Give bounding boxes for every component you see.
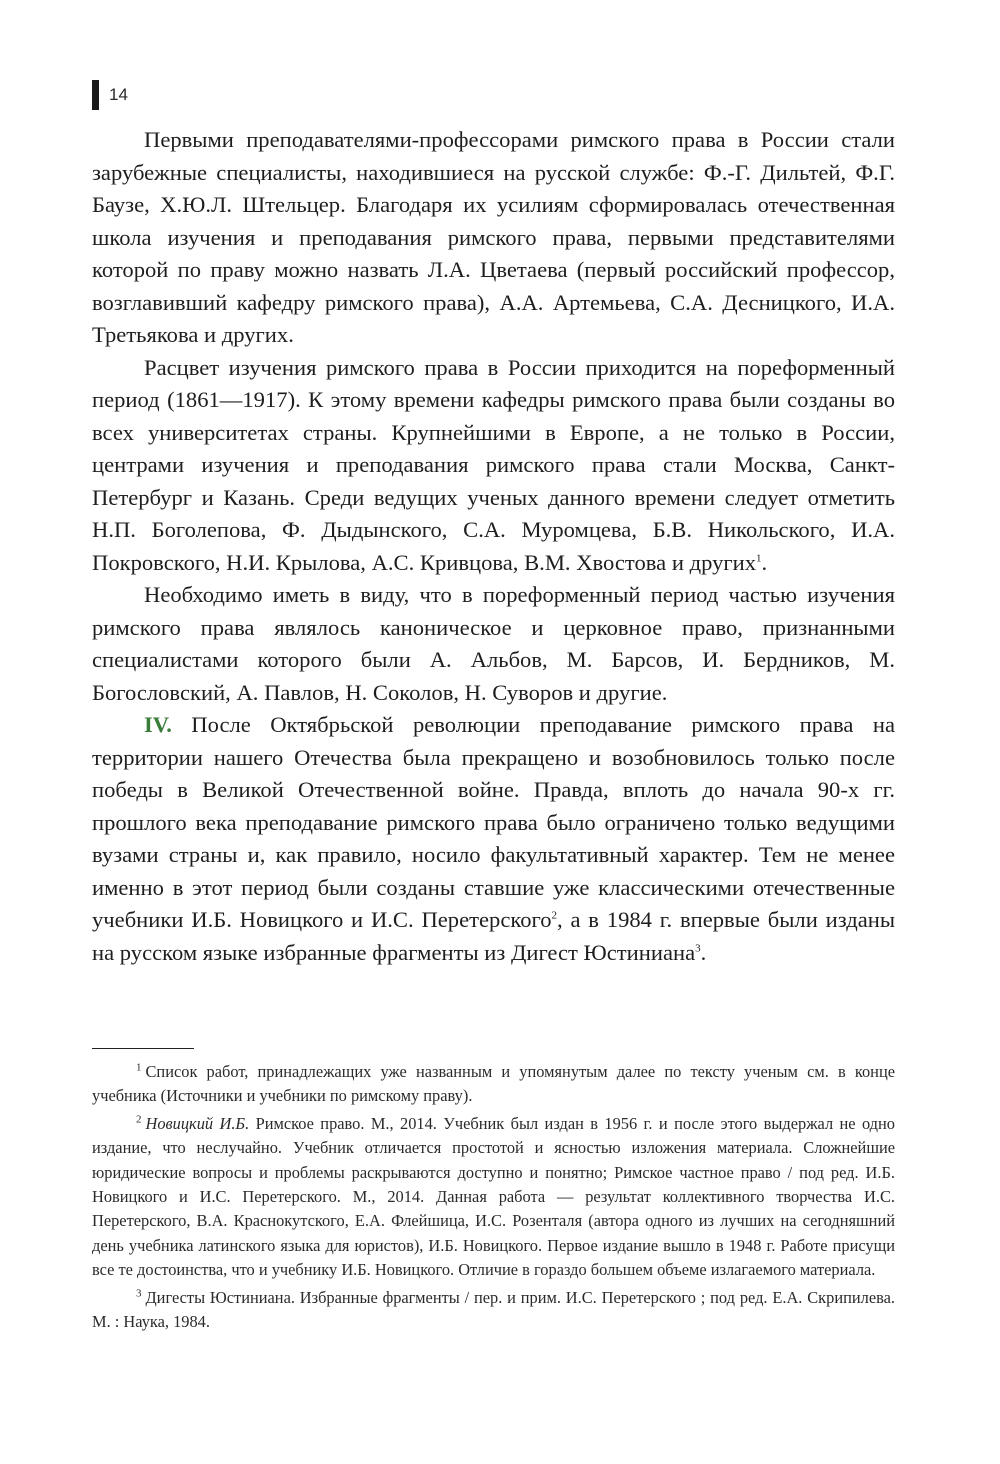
footnote-1: [92, 1060, 895, 1109]
page-number: 14: [109, 85, 128, 104]
paragraph-2-end: .: [761, 549, 768, 575]
footnotes: [92, 1060, 895, 1337]
paragraph-4-mid: , а в 1984 г. впервые были изданы на русском языке избранные фрагменты из Дигест Юстиниана: [92, 907, 896, 965]
header-bar: [92, 80, 99, 110]
footnote-1-mark: 1: [136, 1061, 142, 1074]
footnote-2-mark: 2: [136, 1113, 142, 1126]
footnote-3: [92, 1286, 895, 1335]
footnote-1-text: Список работ, принадлежащих уже названным и упомянутым далее по тексту ученым см. в конце учебника (Источники и учебники по римскому праву).: [92, 1062, 895, 1106]
main-text: [92, 124, 895, 969]
footnote-ref-3[interactable]: 3: [695, 941, 701, 954]
paragraph-4-end: .: [700, 939, 707, 965]
footnote-2-text: Римское право. М., 2014. Учебник был издан в 1956 г. и после этого выдержал не одно издание, что неслучайно. Учебник отличается простотой и ясностью изложения материала. Сложнейшие юридические вопросы и проблемы раскрываются доступно и понятно; Римское частное право / под ред. И.Б. Новицкого и И.С. Перетерского. М., 2014. Данная работа — результат коллективного творчества И.С. Перетерского, В.А. Краснокутского, Е.А. Флейшица, И.С. Розенталя (автора одного из лучших на сегодняшний день учебника латинского языка для юристов), И.Б. Новицкого. Первое издание вышло в 1948 г. Работе присущи все те достоинства, что и учебнику И.Б. Новицкого. Отличие в гораздо большем объеме излагаемого материала.: [92, 1113, 895, 1280]
paragraph-1: Первыми преподавателями-профессорами римского права в России стали зарубежные специалисты, находившиеся на русской службе: Ф.-Г. Дильтей, Ф.Г. Баузе, Х.Ю.Л. Штельцер. Благодаря их усилиям сформировалась отечественная школа изучения и преподавания римского права, первыми представителями которой по праву можно назвать Л.А. Цветаева (первый российский профессор, возглавивший кафедру римского права), А.А. Артемьева, С.А. Десницкого, И.А. Третьякова и других.: [92, 127, 895, 347]
footnote-2-author: Новицкий И.Б.: [145, 1113, 250, 1133]
footnote-ref-1[interactable]: 1: [756, 551, 762, 564]
paragraph-4: [92, 709, 895, 969]
paragraph-2: [92, 352, 895, 580]
paragraph-2-text: Расцвет изучения римского права в России приходится на пореформенный период (1861—1917). К этому времени кафедры римского права были созданы во всех университетах страны. Крупнейшими в Европе, а не только в России, центрами изучения и преподавания римского права стали Москва, Санкт-Петербург и Казань. Среди ведущих ученых данного времени следует отметить Н.П. Боголепова, Ф. Дыдынского, С.А. Муромцева, Б.В. Никольского, И.А. Покровского, Н.И. Крылова, А.С. Кривцова, В.М. Хвостова и других: [92, 354, 895, 575]
paragraph-4-text: После Октябрьской революции преподавание римского права на территории нашего Отечества была прекращено и возобновилось только после победы в Великой Отечественной войне. Правда, вплоть до начала 90-х гг. прошлого века преподавание римского права было ограничено только ведущими вузами страны и, как правило, носило факультативный характер. Тем не менее именно в этот период были созданы ставшие уже классическими отечественные учебники И.Б. Новицкого и И.С. Перетерского: [92, 712, 895, 932]
footnote-divider: [92, 1048, 194, 1049]
footnote-2: [92, 1112, 895, 1283]
section-numeral: IV.: [144, 712, 172, 737]
footnote-3-text: Дигесты Юстиниана. Избранные фрагменты / пер. и прим. И.С. Перетерского ; под ред. Е.А. Скрипилева. М. : Наука, 1984.: [92, 1287, 895, 1332]
paragraph-3: Необходимо иметь в виду, что в пореформенный период частью изучения римского права являлось каноническое и церковное право, признанными специалистами которого были А. Альбов, М. Барсов, И. Бердников, М. Богословский, А. Павлов, Н. Соколов, Н. Суворов и другие.: [92, 582, 895, 705]
footnote-ref-2[interactable]: 2: [551, 909, 557, 922]
page-header: [92, 80, 128, 110]
footnote-3-mark: 3: [136, 1287, 142, 1300]
